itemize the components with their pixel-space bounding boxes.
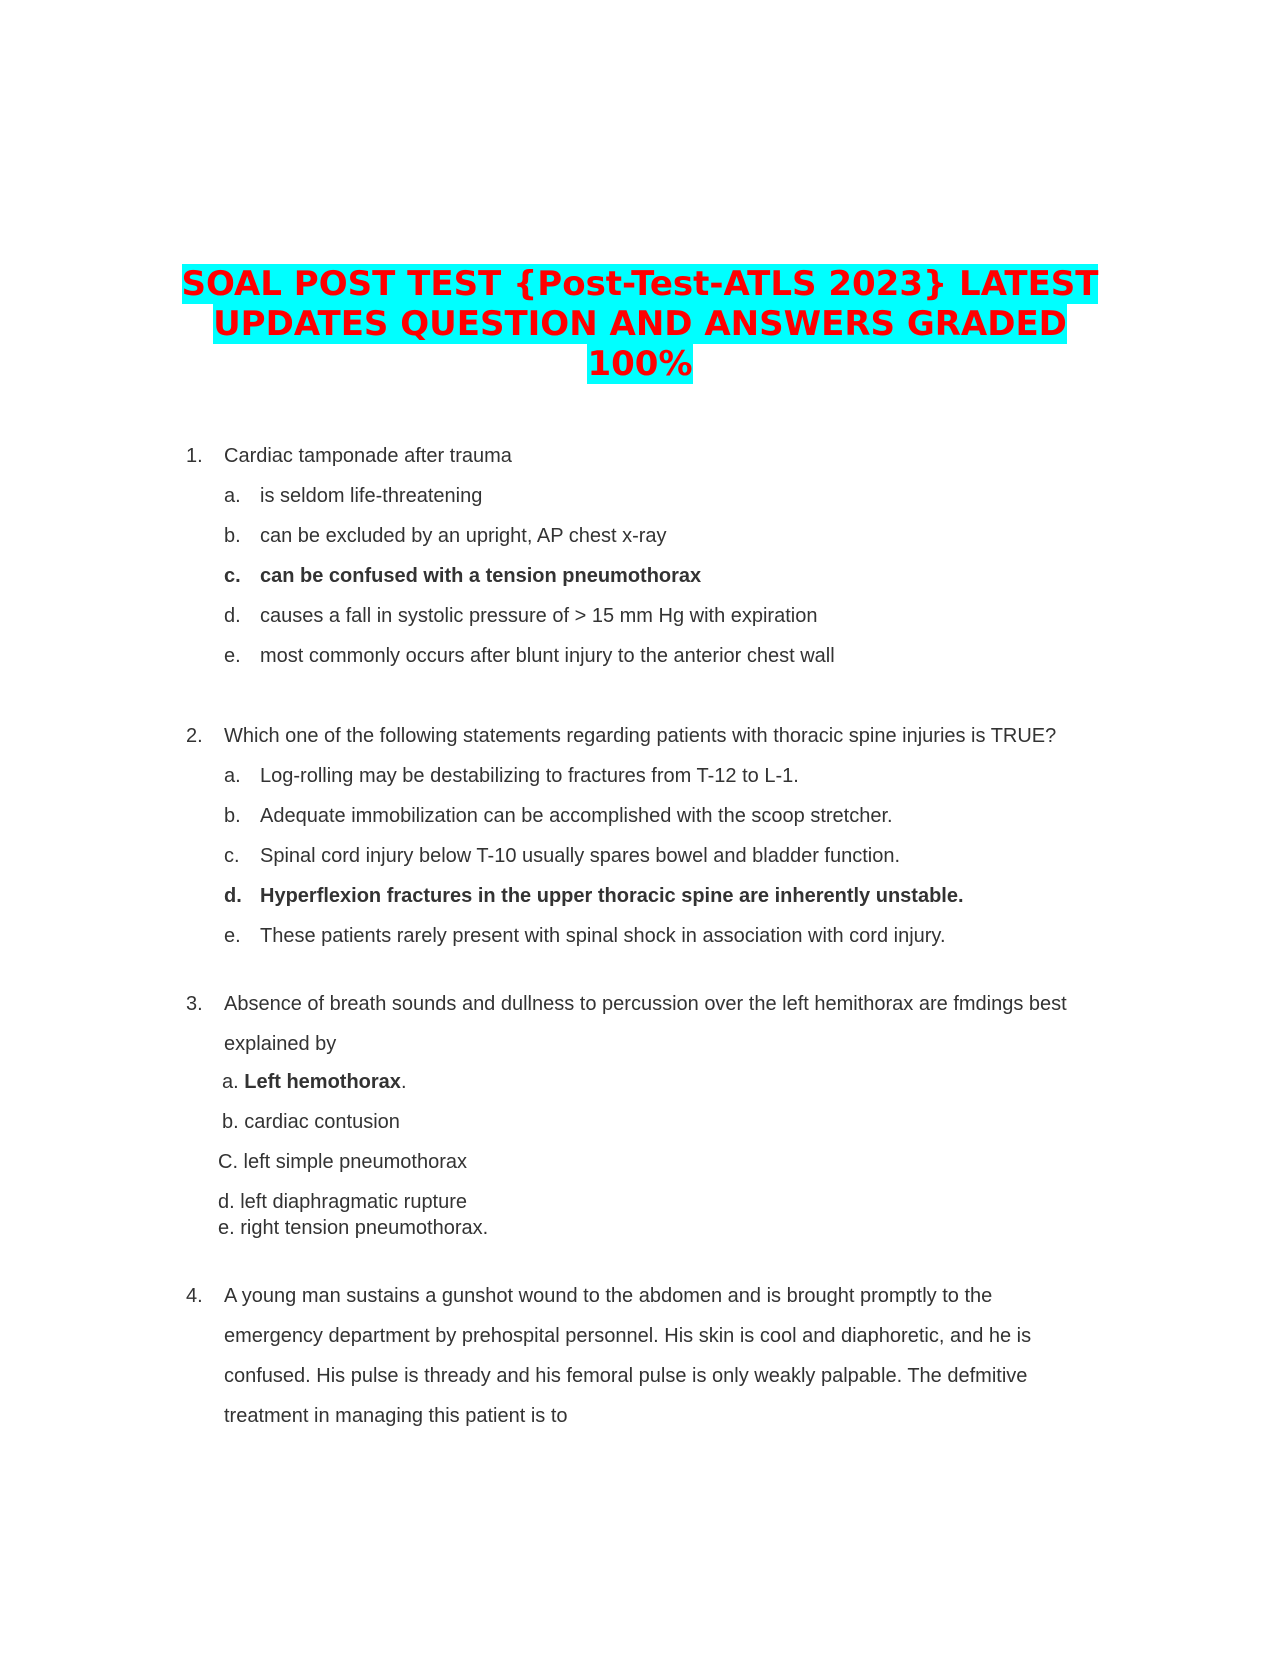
option-text: Log-rolling may be destabilizing to fractures from T-12 to L-1. — [260, 765, 799, 787]
option-a — [186, 756, 1126, 796]
question-4 — [186, 1276, 1126, 1436]
option-letter: c. — [224, 845, 240, 867]
title-line-3: 100% — [587, 344, 693, 384]
option-text: Hyperflexion fractures in the upper thoracic spine are inherently unstable. — [260, 885, 964, 907]
option-text: can be confused with a tension pneumothorax — [260, 565, 702, 587]
option-text: Adequate immobilization can be accomplished with the scoop stretcher. — [260, 805, 893, 827]
question-number: 4. — [186, 1285, 203, 1307]
option-letter: c. — [224, 565, 241, 587]
option-d — [186, 596, 1126, 636]
option-text: is seldom life-threatening — [260, 485, 483, 507]
option-c-correct-answer — [186, 556, 1126, 596]
option-letter: b. — [224, 805, 241, 827]
option-e: e. right tension pneumothorax. — [218, 1217, 489, 1239]
question-stem-line-2: explained by — [224, 1033, 337, 1055]
option-text: causes a fall in systolic pressure of > 15 mm Hg with expiration — [260, 605, 818, 627]
option-text: Spinal cord injury below T-10 usually spares bowel and bladder function. — [260, 845, 901, 867]
question-stem-line: confused. His pulse is thready and his femoral pulse is only weakly palpable. The defmitive — [224, 1365, 1028, 1387]
question-stem-line-1: Absence of breath sounds and dullness to percussion over the left hemithorax are fmdings best — [224, 993, 1067, 1015]
option-letter: a. — [224, 765, 241, 787]
question-2 — [186, 716, 1126, 956]
question-3 — [186, 984, 1126, 1064]
question-number: 2. — [186, 725, 203, 747]
option-e — [186, 636, 1126, 676]
option-letter: b. — [224, 525, 241, 547]
option-text: can be excluded by an upright, AP chest x-ray — [260, 525, 667, 547]
option-d-correct-answer — [186, 876, 1126, 916]
option-e — [186, 916, 1126, 956]
option-letter: a. — [224, 485, 241, 507]
option-letter: e. — [224, 925, 241, 947]
question-number: 1. — [186, 445, 203, 467]
option-a-correct-answer — [222, 1068, 407, 1096]
question-stem-line: A young man sustains a gunshot wound to the abdomen and is brought promptly to the — [224, 1285, 993, 1307]
option-answer-bold: Left hemothorax — [244, 1071, 401, 1093]
option-b: b. cardiac contusion — [222, 1111, 400, 1133]
option-c — [186, 836, 1126, 876]
document-title — [160, 264, 1120, 384]
option-b — [186, 796, 1126, 836]
option-letter: d. — [224, 885, 242, 907]
option-text: most commonly occurs after blunt injury to the anterior chest wall — [260, 645, 835, 667]
option-c: C. left simple pneumothorax — [218, 1151, 468, 1173]
question-stem-line: emergency department by prehospital personnel. His skin is cool and diaphoretic, and he is — [224, 1325, 1032, 1347]
option-a — [186, 476, 1126, 516]
question-1 — [186, 436, 1126, 676]
question-stem-line: treatment in managing this patient is to — [224, 1405, 568, 1427]
title-line-1: SOAL POST TEST {Post-Test-ATLS 2023} LATEST — [181, 264, 1099, 304]
question-stem: Cardiac tamponade after trauma — [224, 445, 512, 467]
question-number: 3. — [186, 993, 203, 1015]
title-line-2: UPDATES QUESTION AND ANSWERS GRADED — [213, 304, 1067, 344]
option-letter: d. — [224, 605, 241, 627]
question-stem: Which one of the following statements regarding patients with thoracic spine injuries is TRUE? — [224, 725, 1057, 747]
option-prefix: a. — [222, 1071, 245, 1093]
option-letter: e. — [224, 645, 241, 667]
option-suffix: . — [400, 1071, 407, 1093]
option-text: These patients rarely present with spinal shock in association with cord injury. — [260, 925, 946, 947]
option-d: d. left diaphragmatic rupture — [218, 1191, 468, 1213]
option-b — [186, 516, 1126, 556]
